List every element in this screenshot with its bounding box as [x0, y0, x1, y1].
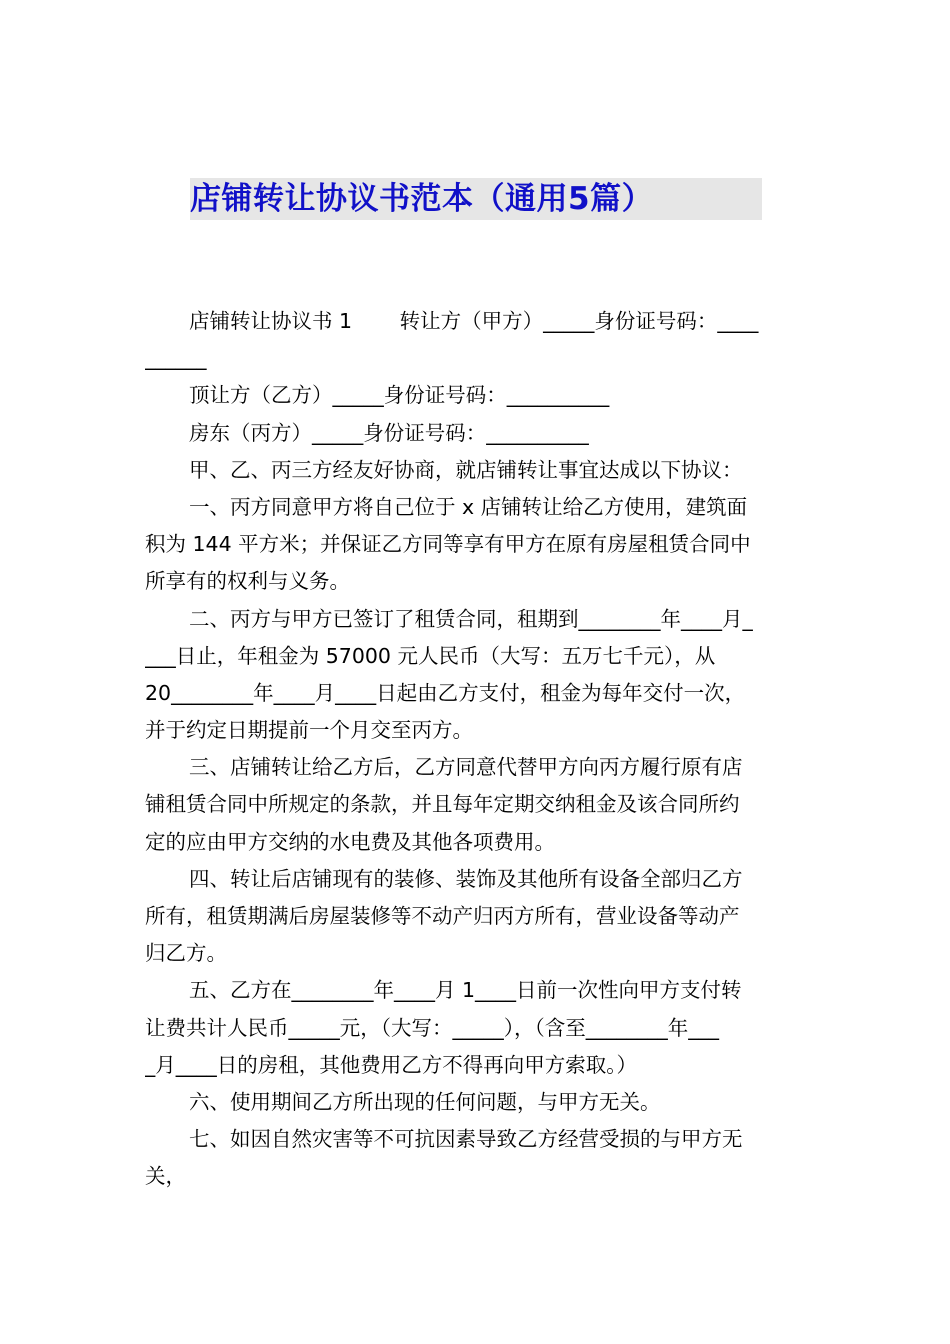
document-title: 店铺转让协议书范本（通用5篇）	[190, 181, 654, 217]
paragraph-line: 并于约定日期提前一个月交至丙方。	[145, 718, 473, 743]
paragraph-line: 房东（丙方）_____身份证号码：__________	[189, 420, 589, 445]
paragraph-line: 积为 144 平方米；并保证乙方同等享有甲方在原有房屋租赁合同中	[145, 532, 751, 557]
paragraph-line: ______	[145, 346, 207, 371]
paragraph-line: 归乙方。	[145, 941, 227, 966]
paragraph-line: 七、如因自然灾害等不可抗因素导致乙方经营受损的与甲方无	[189, 1127, 743, 1152]
paragraph-line: 甲、乙、丙三方经友好协商，就店铺转让事宜达成以下协议：	[189, 457, 743, 482]
paragraph-line: 所有，租赁期满后房屋装修等不动产归丙方所有，营业设备等动产	[145, 904, 740, 928]
paragraph-line: 五、乙方在________年____月 1____日前一次性向甲方支付转	[189, 978, 742, 1003]
paragraph-line: 四、转让后店铺现有的装修、装饰及其他所有设备全部归乙方	[189, 866, 743, 891]
paragraph-line: 二、丙方与甲方已签订了租赁合同，租期到________年____月_	[189, 606, 753, 631]
paragraph-line: _月____日的房租，其他费用乙方不得再向甲方索取。）	[145, 1052, 637, 1077]
paragraph-line: 店铺转让协议书 1 转让方（甲方）_____身份证号码：____	[189, 309, 759, 333]
paragraph-line: ___日止，年租金为 57000 元人民币（大写：五万七千元），从	[145, 643, 716, 668]
paragraph-line: 一、丙方同意甲方将自己位于 x 店铺转让给乙方使用，建筑面	[189, 494, 748, 519]
paragraph-line: 铺租赁合同中所规定的条款，并且每年定期交纳租金及该合同所约	[145, 792, 740, 817]
paragraph-line: 六、使用期间乙方所出现的任何问题，与甲方无关。	[189, 1089, 661, 1114]
document-body	[145, 303, 805, 1196]
paragraph-line: 三、店铺转让给乙方后，乙方同意代替甲方向丙方履行原有店	[189, 755, 743, 780]
paragraph-line: 关，	[145, 1164, 186, 1189]
paragraph-line: 20________年____月____日起由乙方支付，租金为每年交付一次，	[145, 680, 746, 705]
paragraph-line: 定的应由甲方交纳的水电费及其他各项费用。	[145, 829, 555, 854]
paragraph-line: 让费共计人民币_____元，（大写：_____），（含至________年___	[145, 1015, 719, 1040]
paragraph-line: 所享有的权利与义务。	[145, 569, 350, 594]
paragraph-line: 顶让方（乙方）_____身份证号码：__________	[189, 383, 610, 408]
